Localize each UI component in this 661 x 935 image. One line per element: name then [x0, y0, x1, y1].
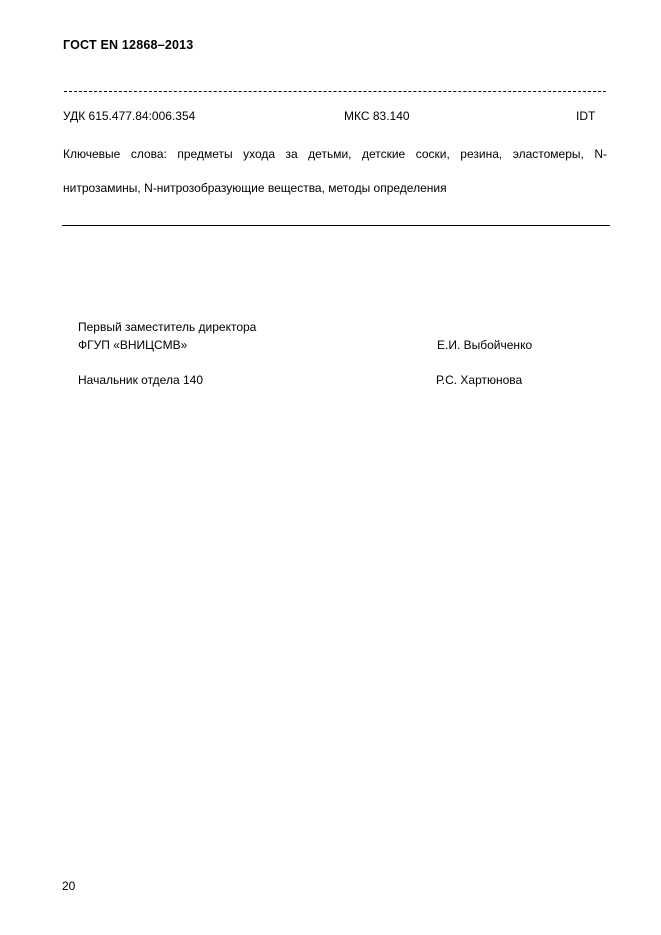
signatory-1-position: Первый заместитель директора	[78, 320, 257, 334]
signatory-2-name: Р.С. Хартюнова	[436, 373, 523, 387]
signatory-1-title	[78, 318, 256, 354]
equivalence-code: IDT	[576, 109, 596, 123]
mks-code: МКС 83.140	[344, 109, 410, 123]
page-number: 20	[62, 879, 76, 893]
dashed-divider	[64, 91, 606, 92]
signatory-2-position: Начальник отдела 140	[78, 373, 203, 387]
standard-code: ГОСТ EN 12868–2013	[63, 38, 194, 52]
solid-divider	[62, 225, 610, 226]
signatory-1-organization: ФГУП «ВНИЦСМВ»	[78, 338, 188, 352]
signatory-1-name: Е.И. Выбойченко	[437, 338, 533, 352]
udc-code: УДК 615.477.84:006.354	[63, 109, 196, 123]
keywords-paragraph: Ключевые слова: предметы ухода за детьми, детские соски, резина, эластомеры, N-нитрозамины, N-нитрозобразующие вещества, методы определения	[63, 147, 607, 195]
